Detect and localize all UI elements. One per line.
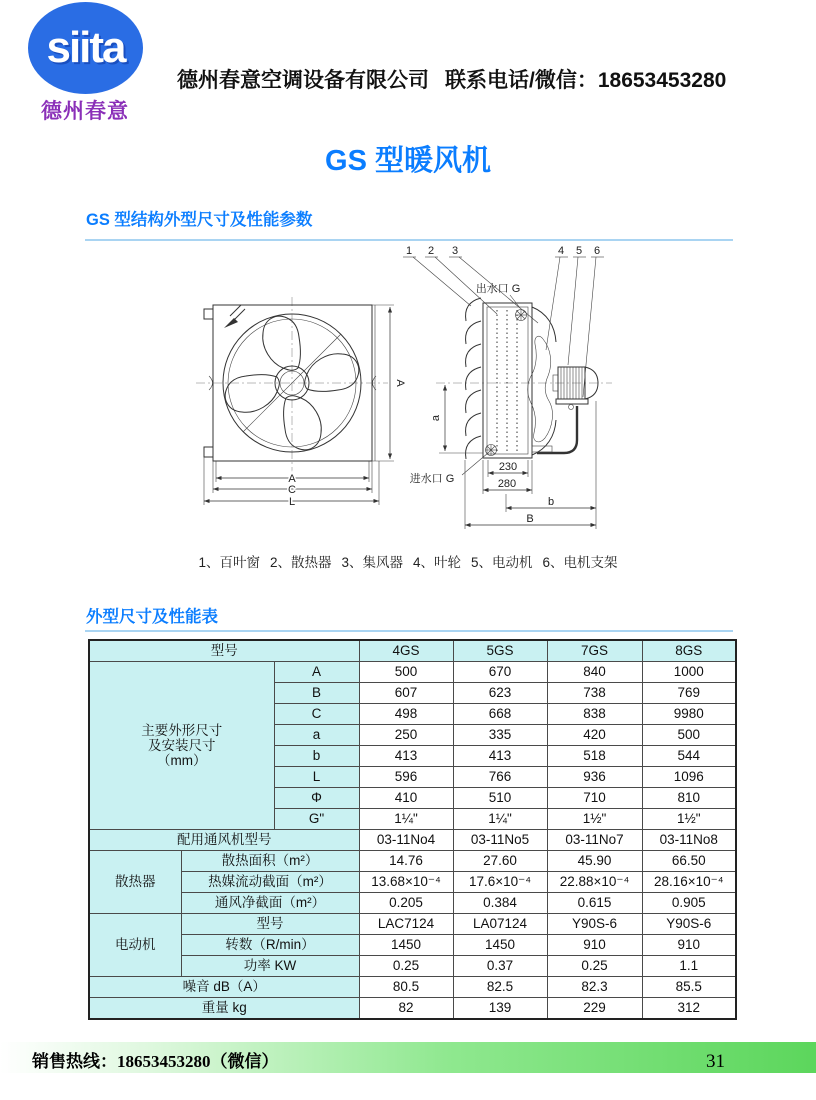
cell: 03-11No5 <box>453 830 547 851</box>
cell: 420 <box>547 725 642 746</box>
row-label: A <box>274 662 359 683</box>
weight-row-label: 重量 kg <box>89 998 359 1020</box>
dim-label-280: 280 <box>497 478 517 490</box>
cell: 607 <box>359 683 453 704</box>
cell: 766 <box>453 767 547 788</box>
cell: 510 <box>453 788 547 809</box>
cell: 769 <box>642 683 736 704</box>
cell: 17.6×10⁻⁴ <box>453 872 547 893</box>
section-header-table: 外型尺寸及性能表 <box>86 608 218 626</box>
cell: 544 <box>642 746 736 767</box>
fan-row-label: 配用通风机型号 <box>89 830 359 851</box>
cell: 670 <box>453 662 547 683</box>
cell: 0.37 <box>453 956 547 977</box>
cell: 1450 <box>359 935 453 956</box>
logo-wordmark: siita <box>46 23 125 72</box>
cell: 229 <box>547 998 642 1020</box>
louvers <box>466 298 481 459</box>
company-logo <box>28 2 143 94</box>
airflow-arrow <box>224 305 245 328</box>
cell: 500 <box>359 662 453 683</box>
row-label: 散热面积（m²） <box>181 851 359 872</box>
cell: 85.5 <box>642 977 736 998</box>
dim-label-L: L <box>288 496 296 508</box>
row-label: B <box>274 683 359 704</box>
cell: 668 <box>453 704 547 725</box>
part-number: 3 <box>452 245 459 257</box>
table-row <box>89 914 736 935</box>
row-label: 转数（R/min） <box>181 935 359 956</box>
cell: 1½" <box>642 809 736 830</box>
cell: 1450 <box>453 935 547 956</box>
inlet-label: 进水口 G <box>409 473 455 485</box>
cell: 28.16×10⁻⁴ <box>642 872 736 893</box>
row-label: Φ <box>274 788 359 809</box>
dim-group-label <box>89 662 274 830</box>
cell: 22.88×10⁻⁴ <box>547 872 642 893</box>
dim-label-B: B <box>526 513 534 525</box>
row-label: G" <box>274 809 359 830</box>
row-label: 通风净截面（m²） <box>181 893 359 914</box>
side-view <box>403 245 612 529</box>
impeller <box>528 336 553 442</box>
cell: 80.5 <box>359 977 453 998</box>
contact-phone: 联系电话/微信：18653453280 <box>445 69 727 92</box>
table-row <box>89 830 736 851</box>
cell: 498 <box>359 704 453 725</box>
section-underline <box>85 239 733 241</box>
header-model: 4GS <box>359 640 453 662</box>
dim-group-line: 主要外形尺寸 <box>141 722 223 738</box>
spec-table <box>88 639 737 1020</box>
part-number: 2 <box>428 245 435 257</box>
radiator-group-label: 散热器 <box>89 851 181 914</box>
cell: 1096 <box>642 767 736 788</box>
caption-item: 6、电机支架 <box>542 555 618 570</box>
cell: 910 <box>642 935 736 956</box>
cell: 03-11No7 <box>547 830 642 851</box>
cell: 66.50 <box>642 851 736 872</box>
cell: 738 <box>547 683 642 704</box>
row-label: a <box>274 725 359 746</box>
noise-row-label: 噪音 dB（A） <box>89 977 359 998</box>
cell: 0.615 <box>547 893 642 914</box>
cell: 1000 <box>642 662 736 683</box>
cell: 335 <box>453 725 547 746</box>
cell: LAC7124 <box>359 914 453 935</box>
row-label: L <box>274 767 359 788</box>
cell: 840 <box>547 662 642 683</box>
table-row <box>89 893 736 914</box>
cell: 0.25 <box>547 956 642 977</box>
part-number: 6 <box>594 245 601 257</box>
dim-label-a: a <box>430 414 442 422</box>
logo-subtext: 德州春意 <box>41 100 129 123</box>
cell: 0.384 <box>453 893 547 914</box>
cell: 623 <box>453 683 547 704</box>
part-number: 5 <box>576 245 583 257</box>
cell: 1½" <box>547 809 642 830</box>
cell: 910 <box>547 935 642 956</box>
cell: 312 <box>642 998 736 1020</box>
cell: 82.3 <box>547 977 642 998</box>
outlet-flange <box>516 310 527 321</box>
header-model-label: 型号 <box>89 640 359 662</box>
section-header-structure: GS 型结构外型尺寸及性能参数 <box>86 211 313 229</box>
motor <box>553 367 598 410</box>
table-row <box>89 935 736 956</box>
cell: 139 <box>453 998 547 1020</box>
table-row <box>89 998 736 1020</box>
part-number: 4 <box>558 245 565 257</box>
cell: 410 <box>359 788 453 809</box>
dim-label-C: C <box>288 484 296 496</box>
cell: 518 <box>547 746 642 767</box>
cell: LA07124 <box>453 914 547 935</box>
dim-label-230: 230 <box>498 461 518 473</box>
part-leaders <box>403 245 604 397</box>
row-label: C <box>274 704 359 725</box>
row-label: 热媒流动截面（m²） <box>181 872 359 893</box>
row-label: b <box>274 746 359 767</box>
table-row <box>89 956 736 977</box>
heat-exchanger <box>483 303 532 458</box>
header-model: 5GS <box>453 640 547 662</box>
outlet-label: 出水口 G <box>475 283 521 295</box>
cell: 82 <box>359 998 453 1020</box>
cell: 250 <box>359 725 453 746</box>
cell: 810 <box>642 788 736 809</box>
caption-item: 5、电动机 <box>471 555 533 570</box>
caption-item: 1、百叶窗 <box>198 555 260 570</box>
cell: 1¼" <box>453 809 547 830</box>
cell: 0.25 <box>359 956 453 977</box>
cell: 1¼" <box>359 809 453 830</box>
cell: 13.68×10⁻⁴ <box>359 872 453 893</box>
technical-drawing <box>180 244 770 546</box>
cell: Y90S-6 <box>642 914 736 935</box>
diagram-caption <box>118 551 698 571</box>
page-title: GS 型暖风机 <box>325 145 491 177</box>
part-number: 1 <box>406 245 413 257</box>
cell: 596 <box>359 767 453 788</box>
motor-group-label: 电动机 <box>89 914 181 977</box>
company-name: 德州春意空调设备有限公司 <box>177 69 429 92</box>
cell: 45.90 <box>547 851 642 872</box>
caption-item: 4、叶轮 <box>413 555 462 570</box>
table-row <box>89 662 736 683</box>
caption-item: 2、散热器 <box>269 555 332 570</box>
cell: 0.205 <box>359 893 453 914</box>
cell: 82.5 <box>453 977 547 998</box>
cell: 413 <box>453 746 547 767</box>
table-row <box>89 640 736 662</box>
row-label: 型号 <box>181 914 359 935</box>
cell: 03-11No4 <box>359 830 453 851</box>
dim-label-A-side: A <box>394 379 406 387</box>
page-number: 31 <box>706 1051 725 1072</box>
header-model: 8GS <box>642 640 736 662</box>
row-label: 功率 KW <box>181 956 359 977</box>
cell: 03-11No8 <box>642 830 736 851</box>
sales-hotline: 销售热线：18653453280（微信） <box>32 1052 279 1071</box>
header-model: 7GS <box>547 640 642 662</box>
cell: 9980 <box>642 704 736 725</box>
cell: 0.905 <box>642 893 736 914</box>
cell: 710 <box>547 788 642 809</box>
cell: 1.1 <box>642 956 736 977</box>
cell: 936 <box>547 767 642 788</box>
table-row <box>89 851 736 872</box>
table-row <box>89 977 736 998</box>
cell: 500 <box>642 725 736 746</box>
cell: 27.60 <box>453 851 547 872</box>
caption-item: 3、集风器 <box>341 555 403 570</box>
dim-label-A-bottom: A <box>288 473 296 485</box>
section-underline <box>85 630 733 632</box>
dim-group-line: 及安装尺寸 <box>148 737 216 753</box>
dim-group-line: （mm） <box>157 753 207 769</box>
cell: 838 <box>547 704 642 725</box>
front-view <box>196 297 406 508</box>
table-row <box>89 872 736 893</box>
cell: Y90S-6 <box>547 914 642 935</box>
cell: 413 <box>359 746 453 767</box>
dim-label-b: b <box>547 496 555 508</box>
cell: 14.76 <box>359 851 453 872</box>
